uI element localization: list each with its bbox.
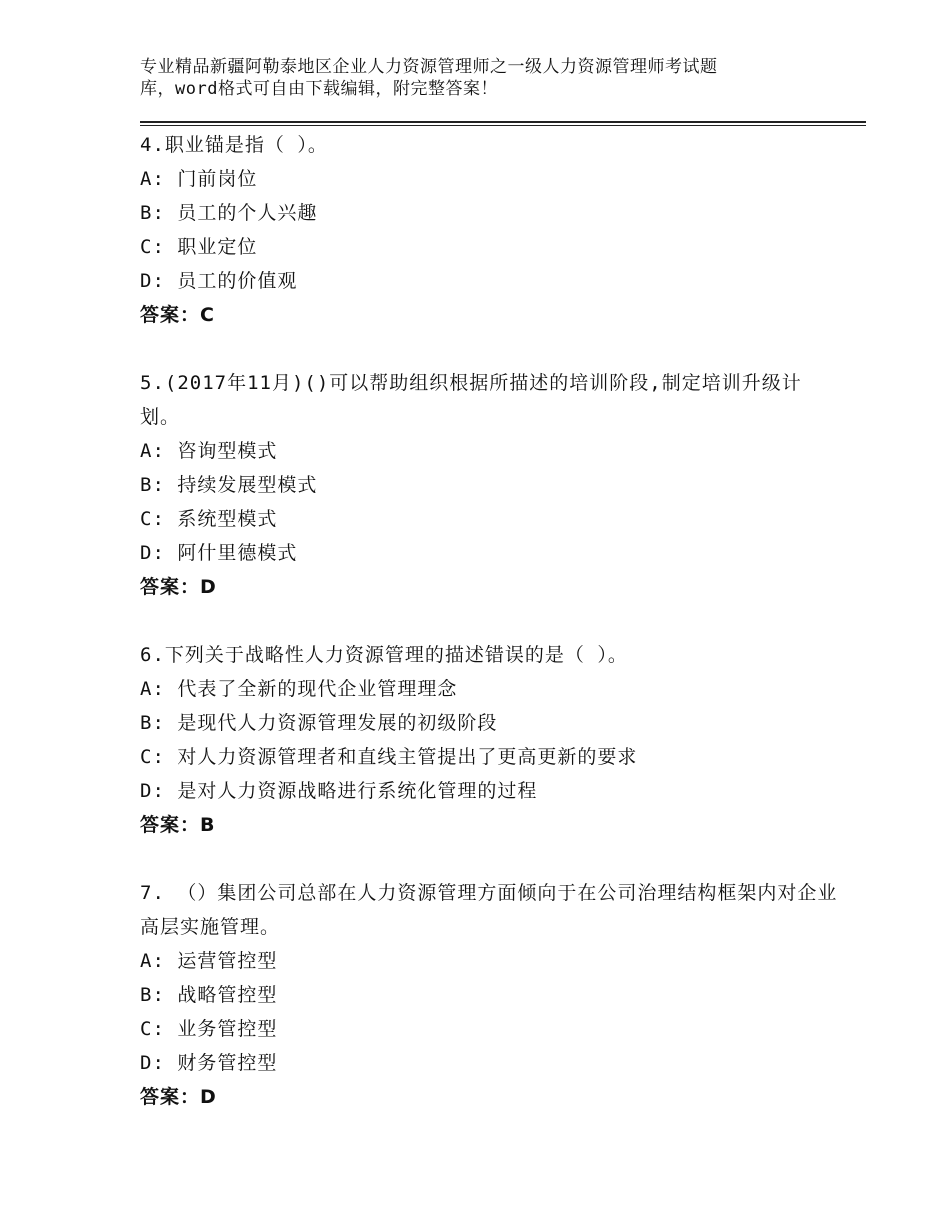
option-b: B: 战略管控型 <box>140 984 278 1006</box>
option-c: C: 业务管控型 <box>140 1018 278 1040</box>
question-stem: 7. （）集团公司总部在人力资源管理方面倾向于在公司治理结构框架内对企业高层实施管理。 <box>140 882 838 938</box>
question-stem: 4.职业锚是指（ ）。 <box>140 134 328 156</box>
question-stem: 6.下列关于战略性人力资源管理的描述错误的是（ ）。 <box>140 644 628 666</box>
option-b: B: 持续发展型模式 <box>140 474 318 496</box>
option-c: C: 职业定位 <box>140 236 258 258</box>
option-d: D: 阿什里德模式 <box>140 542 298 564</box>
option-c: C: 系统型模式 <box>140 508 278 530</box>
answer-line: 答案：B <box>140 814 216 836</box>
option-d: D: 员工的价值观 <box>140 270 298 292</box>
option-b: B: 是现代人力资源管理发展的初级阶段 <box>140 712 498 734</box>
question-list <box>140 128 840 1148</box>
header-divider-thick <box>140 121 866 123</box>
option-d: D: 是对人力资源战略进行系统化管理的过程 <box>140 780 538 802</box>
option-b: B: 员工的个人兴趣 <box>140 202 318 224</box>
question-4 <box>140 128 840 332</box>
option-a: A: 代表了全新的现代企业管理理念 <box>140 678 458 700</box>
header-divider-thin <box>140 125 866 126</box>
answer-line: 答案：D <box>140 1086 217 1108</box>
option-d: D: 财务管控型 <box>140 1052 278 1074</box>
option-c: C: 对人力资源管理者和直线主管提出了更高更新的要求 <box>140 746 638 768</box>
question-stem: 5.(2017年11月)()可以帮助组织根据所描述的培训阶段,制定培训升级计划。 <box>140 372 802 428</box>
question-7 <box>140 876 840 1114</box>
option-a: A: 咨询型模式 <box>140 440 278 462</box>
document-header <box>140 56 780 100</box>
question-5 <box>140 366 840 604</box>
header-line-2: 库，word格式可自由下载编辑，附完整答案！ <box>140 79 498 99</box>
header-line-1: 专业精品新疆阿勒泰地区企业人力资源管理师之一级人力资源管理师考试题 <box>140 57 718 77</box>
option-a: A: 运营管控型 <box>140 950 278 972</box>
answer-line: 答案：D <box>140 576 217 598</box>
question-6 <box>140 638 840 842</box>
answer-line: 答案：C <box>140 304 215 326</box>
option-a: A: 门前岗位 <box>140 168 258 190</box>
